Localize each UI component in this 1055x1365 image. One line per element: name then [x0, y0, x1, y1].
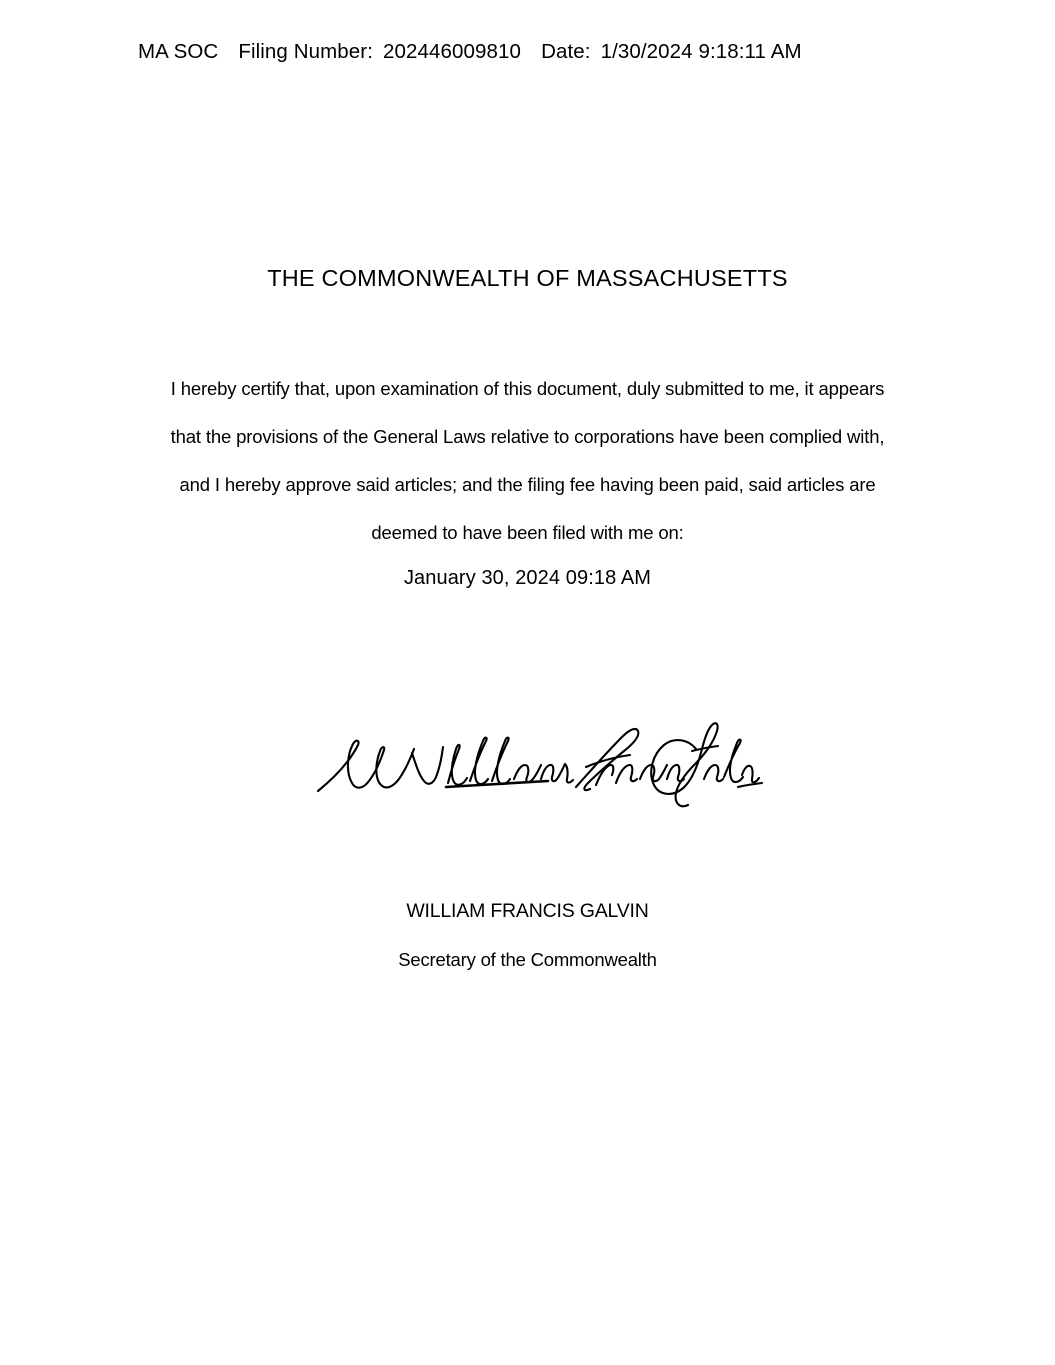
- signer-title: Secretary of the Commonwealth: [398, 949, 657, 970]
- filing-date-label: Date:: [541, 40, 591, 63]
- filing-number-value: 202446009810: [383, 40, 522, 63]
- certification-line: that the provisions of the General Laws relative to corporations have been complied with,: [170, 426, 885, 447]
- filing-agency: MA SOC: [138, 40, 219, 63]
- filing-date-value: 1/30/2024 9:18:11 AM: [600, 40, 802, 63]
- signer-name: WILLIAM FRANCIS GALVIN: [406, 900, 649, 922]
- page-title: THE COMMONWEALTH OF MASSACHUSETTS: [267, 265, 788, 291]
- certification-line: I hereby certify that, upon examination of this document, duly submitted to me, it appears: [170, 378, 885, 399]
- certification-line: and I hereby approve said articles; and the filing fee having been paid, said articles are: [179, 474, 876, 495]
- filing-number-label: Filing Number:: [238, 40, 374, 63]
- signature-image: [300, 695, 770, 835]
- certification-text: [0, 365, 1055, 557]
- filing-header: [138, 40, 802, 64]
- filed-date: January 30, 2024 09:18 AM: [403, 567, 652, 589]
- certification-line: deemed to have been filed with me on:: [371, 522, 684, 543]
